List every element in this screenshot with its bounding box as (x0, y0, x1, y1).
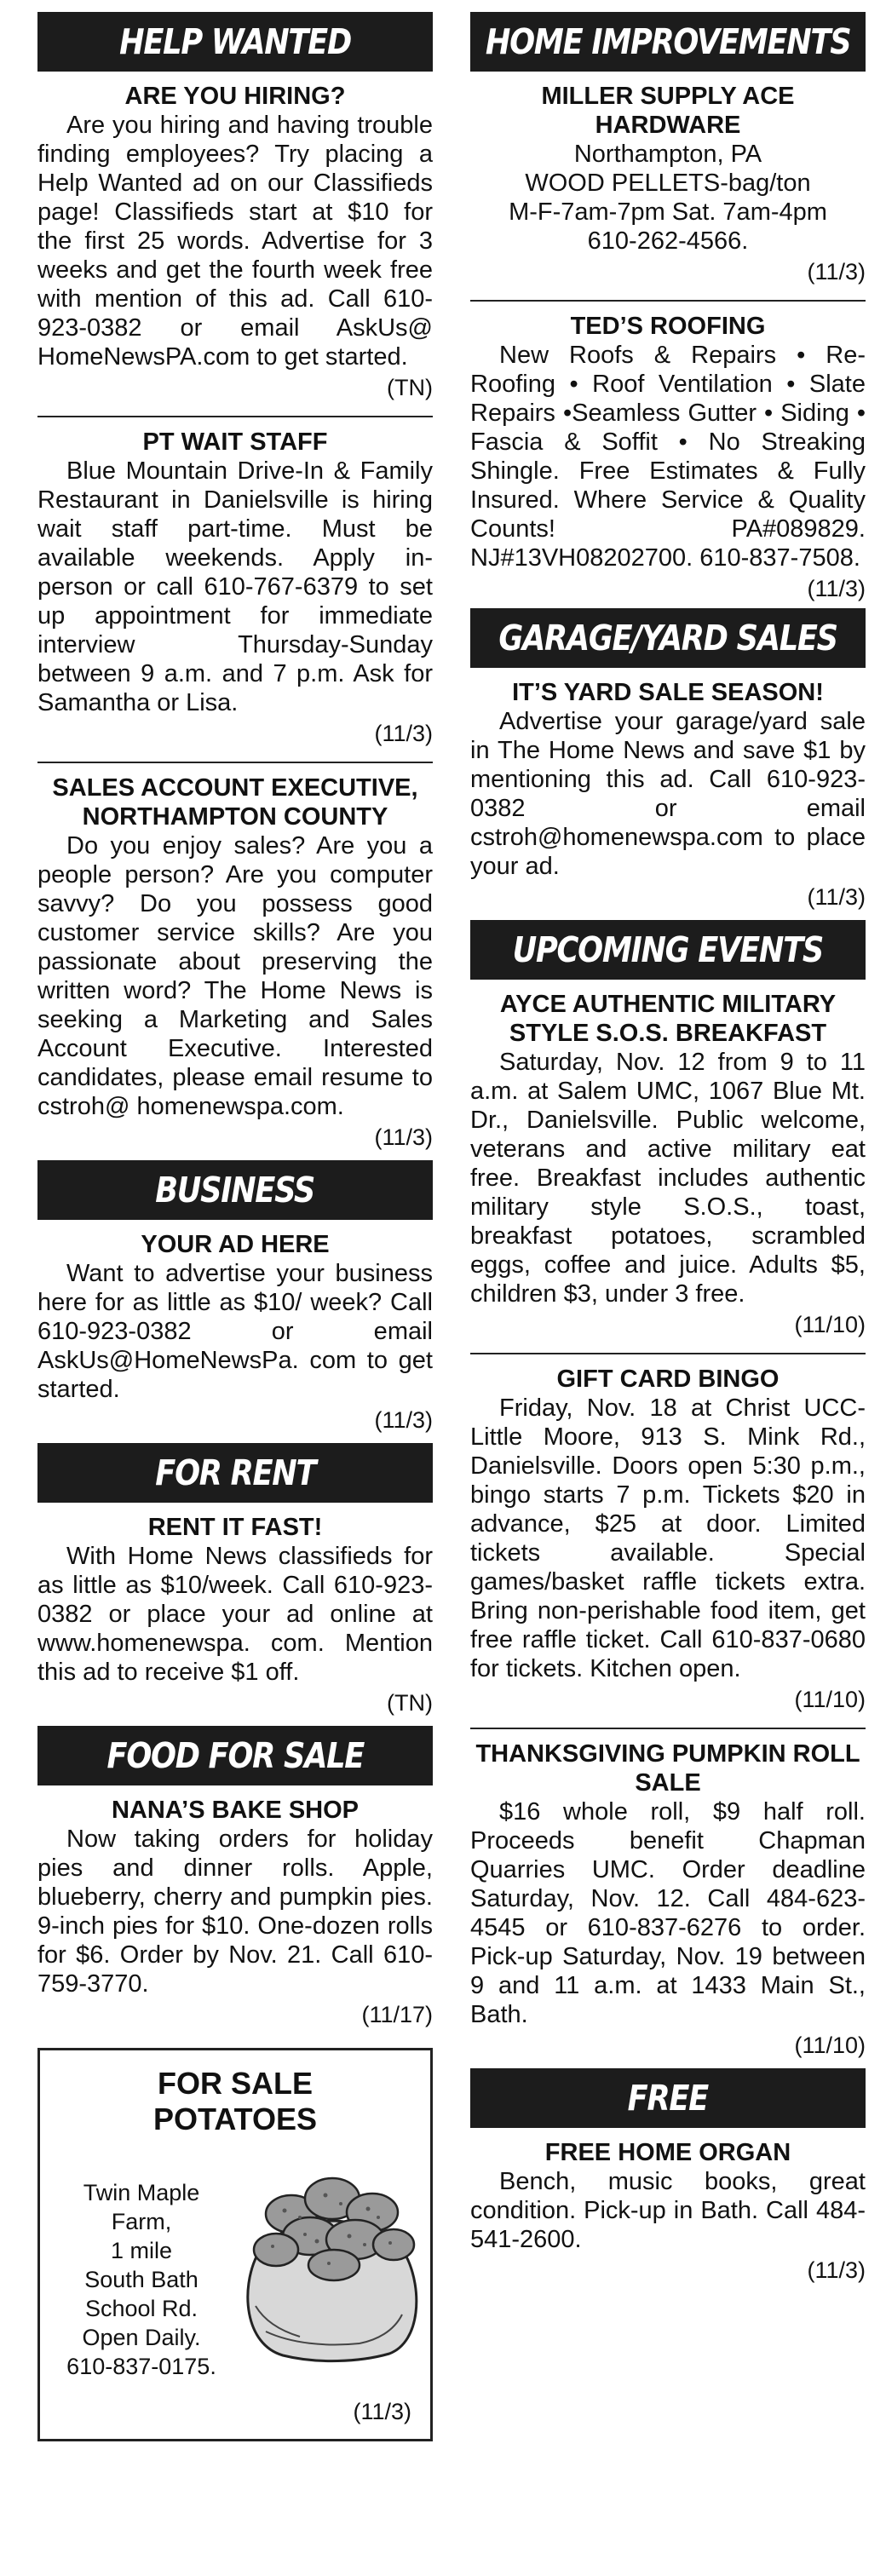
info-line: 610-837-0175. (66, 2354, 216, 2379)
ad-title: MILLER SUPPLY ACE HARDWARE (541, 83, 795, 139)
ad-title: NANA’S BAKE SHOP (111, 1797, 360, 1824)
ad-title: PT WAIT STAFF (142, 428, 328, 456)
divider (470, 1728, 866, 1729)
ad-title: GIFT CARD BINGO (556, 1366, 780, 1393)
ad-title: RENT IT FAST! (147, 1514, 323, 1541)
ad-title: YOUR AD HERE (141, 1231, 330, 1258)
ad-date: (TN) (387, 375, 433, 400)
ad-are-you-hiring (37, 82, 433, 402)
ad-body: Want to advertise your business here for as little as $10/ week? Call 610-923-0382 or email AskUs@HomeNewsPa. com to get started. (37, 1260, 433, 1403)
ad-date: (11/3) (374, 721, 433, 746)
ad-body: Do you enjoy sales? Are you a people person? Are you computer savvy? Do you possess good customer service skills? Are you passionate about preserving the written word? The Home News is seeking a Marketing and Sales Account Executive. Interested candidates, please email resume to cstroh@ homenewspa.com. (37, 832, 433, 1120)
section-header-free: FREE (470, 2068, 866, 2128)
section-header-garage-yard-sales: GARAGE/YARD SALES (470, 608, 866, 668)
info-line: Twin Maple (83, 2180, 200, 2205)
ad-your-ad-here (37, 1230, 433, 1435)
divider (470, 1353, 866, 1354)
ad-date: (11/3) (374, 1407, 433, 1433)
ad-body: Friday, Nov. 18 at Christ UCC-Little Moore, 913 S. Mink Rd., Danielsville. Doors open 5:30 p.m., bingo starts 7 p.m. Tickets $20 in advance, $25 at door. Limited tickets available. Special games/basket raffle tickets extra. Bring non-perishable food item, get free raffle ticket. Call 610-837-0680 for tickets. Kitchen open. (470, 1394, 866, 1682)
ad-body (470, 140, 866, 256)
ad-date: (11/17) (361, 2002, 433, 2027)
ad-date: (11/10) (794, 2033, 866, 2058)
ad-body: $16 whole roll, $9 half roll. Proceeds benefit Chapman Quarries UMC. Order deadline Saturday, Nov. 12. Call 484-623-4545 or 610-837-6276 to order. Pick-up Saturday, Nov. 19 between 9 and 11 a.m. at 1433 Main St., Bath. (470, 1798, 866, 2028)
section-header-business: BUSINESS (37, 1160, 433, 1220)
ad-title: SALES ACCOUNT EXECUTIVE, NORTHAMPTON COUNTY (52, 774, 418, 831)
ad-date: (TN) (387, 1690, 433, 1716)
ad-body: With Home News classifieds for as little as $10/week. Call 610-923-0382 or place your ad online at www.homenewspa. com. Mention this ad to receive $1 off. (37, 1543, 433, 1686)
ad-body: Bench, music books, great condition. Pick-up in Bath. Call 484-541-2600. (470, 2168, 866, 2253)
ad-line: WOOD PELLETS-bag/ton (525, 170, 811, 197)
ad-teds-roofing (470, 312, 866, 603)
info-line: Open Daily. (82, 2325, 201, 2350)
ad-rent-it-fast (37, 1513, 433, 1717)
ad-body: Blue Mountain Drive-In & Family Restaurant in Danielsville is hiring wait staff part-time. Must be available weekends. Apply in-person or call 610-767-6379 to set up appointment for immediate interview Thursday-Sunday between 9 a.m. and 7 p.m. Ask for Samantha or Lisa. (37, 457, 433, 716)
ad-sos-breakfast (470, 990, 866, 1339)
divider (37, 416, 433, 417)
ad-date: (11/3) (807, 259, 866, 285)
section-header-help-wanted: HELP WANTED (37, 12, 433, 72)
ad-line: 610-262-4566. (587, 227, 749, 255)
potato-sack-icon (232, 2161, 428, 2366)
section-header-home-improvements: HOME IMPROVEMENTS (470, 12, 866, 72)
section-header-upcoming-events: UPCOMING EVENTS (470, 920, 866, 980)
ad-date: (11/3) (807, 576, 866, 601)
info-line: School Rd. (84, 2296, 198, 2321)
ad-yard-sale-season (470, 678, 866, 911)
divider (37, 762, 433, 763)
ad-title: IT’S YARD SALE SEASON! (512, 679, 824, 706)
ad-pt-wait-staff (37, 428, 433, 748)
ad-body: Advertise your garage/yard sale in The Home News and save $1 by mentioning this ad. Call 610-923-0382 or email cstroh@homenewspa.com to place your ad. (470, 708, 866, 880)
box-title-line2: POTATOES (152, 2102, 318, 2136)
ad-free-home-organ (470, 2138, 866, 2285)
ad-title: THANKSGIVING PUMPKIN ROLL SALE (475, 1740, 860, 1797)
ad-body: New Roofs & Repairs • Re-Roofing • Roof Ventilation • Slate Repairs •Seamless Gutter • Siding • Fascia & Soffit • No Streaking Shingle. Free Estimates & Fully Insured. Where Service & Quality Counts! PA#089829. NJ#13VH08202700. 610-837-7508. (470, 342, 866, 572)
ad-date: (11/3) (807, 2257, 866, 2283)
ad-date: (11/3) (807, 884, 866, 910)
ad-title: TED’S ROOFING (570, 313, 766, 340)
box-date: (11/3) (353, 2399, 411, 2424)
ad-date: (11/3) (374, 1124, 433, 1150)
ad-date: (11/10) (794, 1687, 866, 1712)
ad-date: (11/10) (794, 1312, 866, 1337)
info-line: Farm, (111, 2209, 172, 2234)
box-info (52, 2178, 231, 2381)
ad-body: Are you hiring and having trouble finding employees? Try placing a Help Wanted ad on our Classifieds page! Classifieds start at $10 for the first 25 words. Advertise for 3 weeks and get the fourth week free with mention of this ad. Call 610-923-0382 or email AskUs@ HomeNewsPA.com to get started. (37, 112, 433, 371)
divider (470, 300, 866, 302)
section-header-for-rent: FOR RENT (37, 1443, 433, 1503)
section-header-food-for-sale: FOOD FOR SALE (37, 1726, 433, 1785)
ad-pumpkin-roll-sale (470, 1739, 866, 2060)
info-line: South Bath (84, 2267, 198, 2292)
ad-line: M-F-7am-7pm Sat. 7am-4pm (509, 198, 827, 226)
ad-body: Now taking orders for holiday pies and dinner rolls. Apple, blueberry, cherry and pumpkin pies. 9-inch pies for $10. One-dozen rolls for $6. Order by Nov. 21. Call 610-759-3770. (37, 1826, 433, 1998)
ad-miller-supply (470, 82, 866, 286)
ad-title: FREE HOME ORGAN (544, 2139, 791, 2166)
right-column (470, 12, 866, 2285)
ad-line: Northampton, PA (573, 141, 762, 168)
ad-title: ARE YOU HIRING? (124, 83, 346, 110)
potatoes-display-ad (37, 2048, 433, 2441)
ad-title: AYCE AUTHENTIC MILITARY STYLE S.O.S. BREAKFAST (499, 991, 837, 1047)
ad-nanas-bake-shop (37, 1796, 433, 2029)
ad-gift-card-bingo (470, 1365, 866, 1714)
box-title-line1: FOR SALE (157, 2066, 313, 2101)
left-column (37, 12, 433, 2441)
ad-sales-account-executive (37, 773, 433, 1152)
ad-body: Saturday, Nov. 12 from 9 to 11 a.m. at Salem UMC, 1067 Blue Mt. Dr., Danielsville. Public welcome, veterans and active military eat free. Breakfast includes authentic military style S.O.S., toast, breakfast potatoes, scrambled eggs, coffee and juice. Adults $5, children $3, under 3 free. (470, 1049, 866, 1308)
info-line: 1 mile (110, 2238, 173, 2263)
